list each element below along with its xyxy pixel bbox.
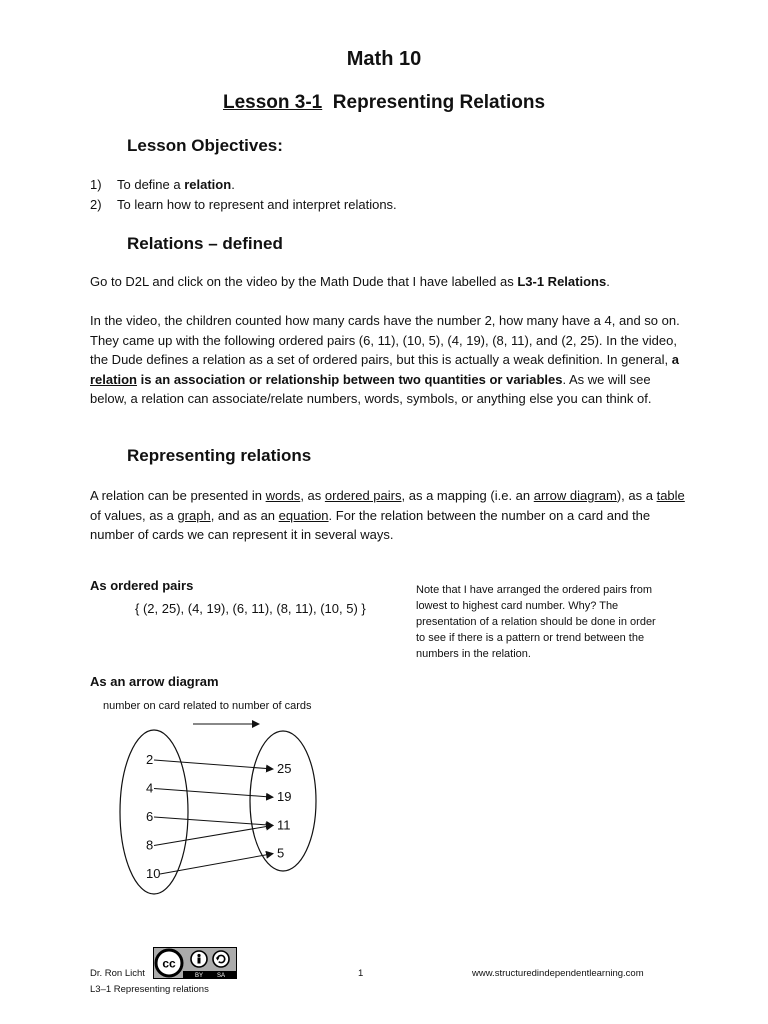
page-title: Math 10 [346, 48, 422, 70]
share-alike-icon [213, 951, 229, 967]
text: . As we will see below, a relation can associate/relate numbers, words, symbols, or anything else you can think of. [90, 371, 652, 406]
term-equation: equation [278, 507, 329, 523]
objective-text-end: . [231, 177, 235, 192]
objective-text: To define a [117, 177, 185, 192]
mapping-arrow [154, 789, 273, 798]
range-value: 5 [277, 845, 285, 861]
cc-text: cc [162, 956, 176, 971]
range-value: 25 [277, 761, 292, 776]
domain-value: 8 [146, 837, 154, 853]
text: A relation can be presented in [90, 488, 266, 503]
term-words: words [265, 488, 301, 503]
footer-website: www.structuredindependentlearning.com [472, 968, 644, 979]
text: , and as an [210, 507, 279, 523]
ordered-pairs-set: { (2, 25), (4, 19), (6, 11), (8, 11), (10, 5) } [135, 601, 366, 616]
representing-heading: Representing relations [127, 446, 312, 465]
text: of values, as a [90, 507, 178, 523]
range-value: 19 [277, 789, 292, 805]
range-value: 11 [277, 817, 291, 833]
objective-text: To learn how to represent and interpret relations. [117, 196, 397, 212]
by-text: BY [194, 973, 204, 979]
video-label: L3-1 Relations [517, 274, 607, 289]
range-labels [277, 761, 291, 861]
objectives-heading: Lesson Objectives: [127, 136, 283, 155]
relations-defined-heading: Relations – defined [127, 234, 283, 253]
text: ), as a [616, 488, 657, 503]
ordered-pairs-heading: As ordered pairs [90, 578, 194, 593]
ordering-note: Note that I have arranged the ordered pairs from lowest to highest card number. Why? The presentation of a relation should be done in order to see if there is a pattern or trend between the numbers in the relation. [416, 584, 656, 660]
footer-doc-name: L3–1 Representing relations [90, 984, 209, 995]
term-table: table [656, 488, 685, 503]
text: . For the relation between the number on a card and the number of cards we can represent it in several ways. [90, 507, 651, 542]
page-number: 1 [358, 968, 364, 979]
mapping-arrow [154, 817, 273, 825]
text: , as [300, 488, 325, 503]
creative-commons-badge [153, 947, 237, 979]
text: In the video, the children counted how many cards have the number 2, how many have a 4, and so on. They came up with the following ordered pairs (6, 11), (10, 5), (4, 19), (8, 11), and (2, 25). In the video, the Dude defines a relation as a set of ordered pairs, but this is actually a weak definition. In general, [90, 313, 680, 367]
bold-definition: is an association or relationship between two quantities or variables [136, 371, 563, 387]
footer-author: Dr. Ron Licht [90, 968, 145, 979]
text: . [606, 274, 610, 289]
bold-text: a [671, 352, 679, 367]
sa-text: SA [216, 973, 226, 979]
objective-bold-term: relation [184, 177, 232, 192]
domain-labels [146, 752, 160, 881]
term-ordered-pairs: ordered pairs [324, 488, 402, 503]
mapping-arrows [154, 760, 273, 874]
arrow-diagram-heading: As an arrow diagram [90, 674, 219, 689]
text: , as a mapping (i.e. an [401, 488, 534, 503]
domain-value: 4 [146, 780, 154, 796]
lesson-number: Lesson 3-1 [222, 92, 323, 113]
domain-value: 6 [146, 809, 154, 824]
objective-number: 1) [90, 177, 102, 192]
mapping-arrow [154, 825, 273, 845]
objective-number: 2) [90, 196, 102, 212]
arrow-diagram-caption: number on card related to number of cards [103, 700, 312, 712]
term-arrow-diagram: arrow diagram [533, 488, 617, 503]
domain-value: 2 [146, 752, 154, 767]
relation-term: relation [90, 371, 137, 387]
term-graph: graph [177, 507, 211, 523]
mapping-arrow [160, 854, 273, 874]
lesson-name: Representing Relations [332, 92, 546, 113]
domain-value: 10 [146, 866, 161, 881]
text: Go to D2L and click on the video by the Math Dude that I have labelled as [90, 274, 518, 289]
